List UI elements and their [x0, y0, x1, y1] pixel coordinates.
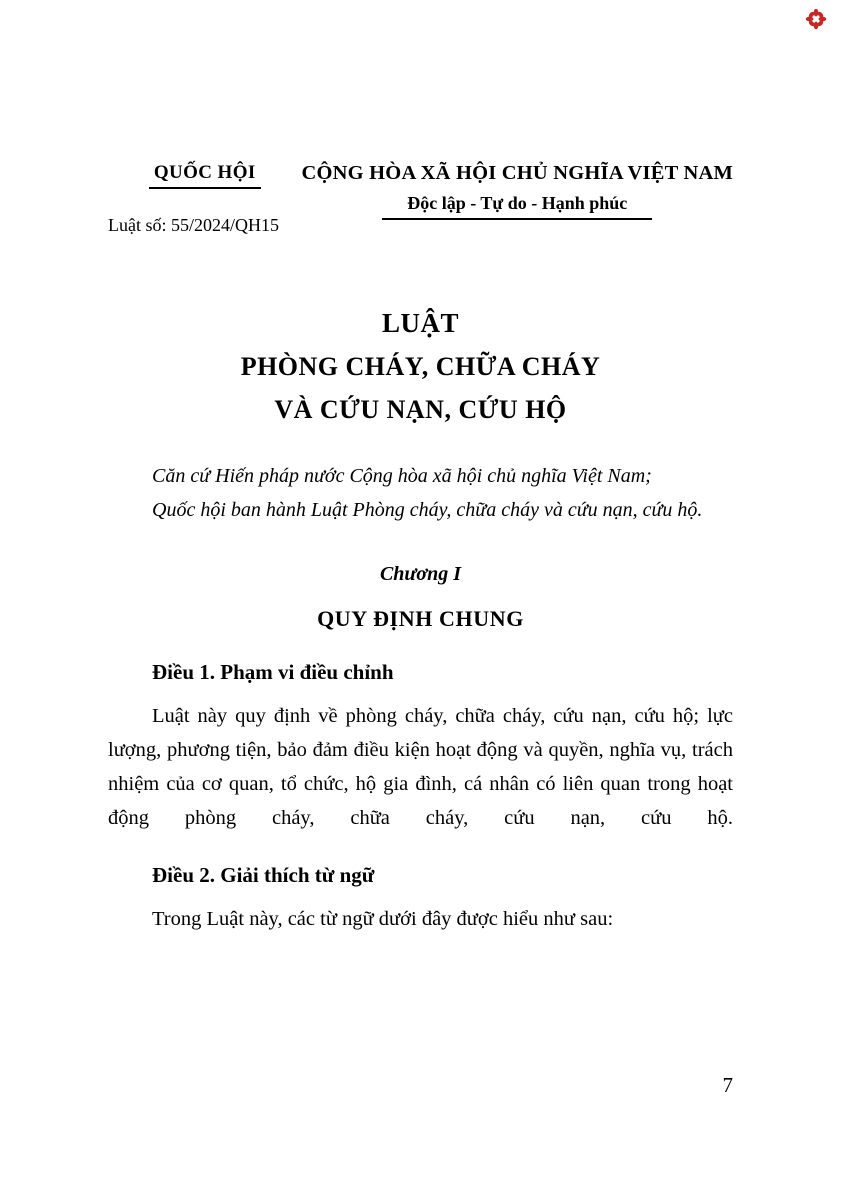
- title-line-3: VÀ CỨU NẠN, CỨU HỘ: [274, 394, 567, 424]
- title-line-2: PHÒNG CHÁY, CHỮA CHÁY: [240, 351, 601, 381]
- article-1-paragraph: Luật này quy định về phòng cháy, chữa cháy, cứu nạn, cứu hộ; lực lượng, phương tiện, bảo đảm điều kiện hoạt động và quyền, nghĩa vụ, trách nhiệm của cơ quan, tổ chức, hộ gia đình, cá nhân có liên quan trong hoạt động phòng cháy, chữa cháy, cứu nạn, cứu hộ.: [108, 705, 733, 830]
- article-1-heading: Điều 1. Phạm vi điều chỉnh: [152, 660, 394, 685]
- title-line-1: LUẬT: [381, 307, 459, 338]
- page-number: 7: [722, 1073, 733, 1097]
- chapter-number: Chương I: [379, 563, 462, 586]
- header-left-block: [108, 152, 302, 236]
- document-header: [108, 152, 733, 236]
- country-name: CỘNG HÒA XÃ HỘI CHỦ NGHĨA VIỆT NAM: [301, 162, 733, 184]
- organization-underline: [149, 187, 261, 189]
- document-title: [108, 308, 733, 425]
- motto-underline: [382, 218, 652, 220]
- chapter-block: [108, 563, 733, 632]
- article-2-body: [108, 902, 733, 936]
- national-motto: Độc lập - Tự do - Hạnh phúc: [407, 193, 628, 213]
- article-1: [108, 660, 733, 835]
- article-2-heading: Điều 2. Giải thích từ ngữ: [152, 863, 375, 888]
- preamble: [108, 459, 733, 528]
- document-content: [108, 152, 733, 936]
- organization-name: QUỐC HỘI: [153, 162, 256, 183]
- flower-asterisk-icon: [805, 8, 827, 30]
- article-1-body: [108, 699, 733, 835]
- preamble-paragraph-2: Quốc hội ban hành Luật Phòng cháy, chữa cháy và cứu nạn, cứu hộ.: [152, 498, 703, 521]
- header-right-block: [302, 152, 733, 220]
- article-2: [108, 863, 733, 936]
- preamble-paragraph-1: Căn cứ Hiến pháp nước Cộng hòa xã hội chủ nghĩa Việt Nam;: [152, 464, 652, 487]
- chapter-title: QUY ĐỊNH CHUNG: [317, 606, 524, 632]
- law-number: Luật số: 55/2024/QH15: [108, 214, 279, 235]
- article-2-paragraph: Trong Luật này, các từ ngữ dưới đây được hiểu như sau:: [152, 908, 614, 931]
